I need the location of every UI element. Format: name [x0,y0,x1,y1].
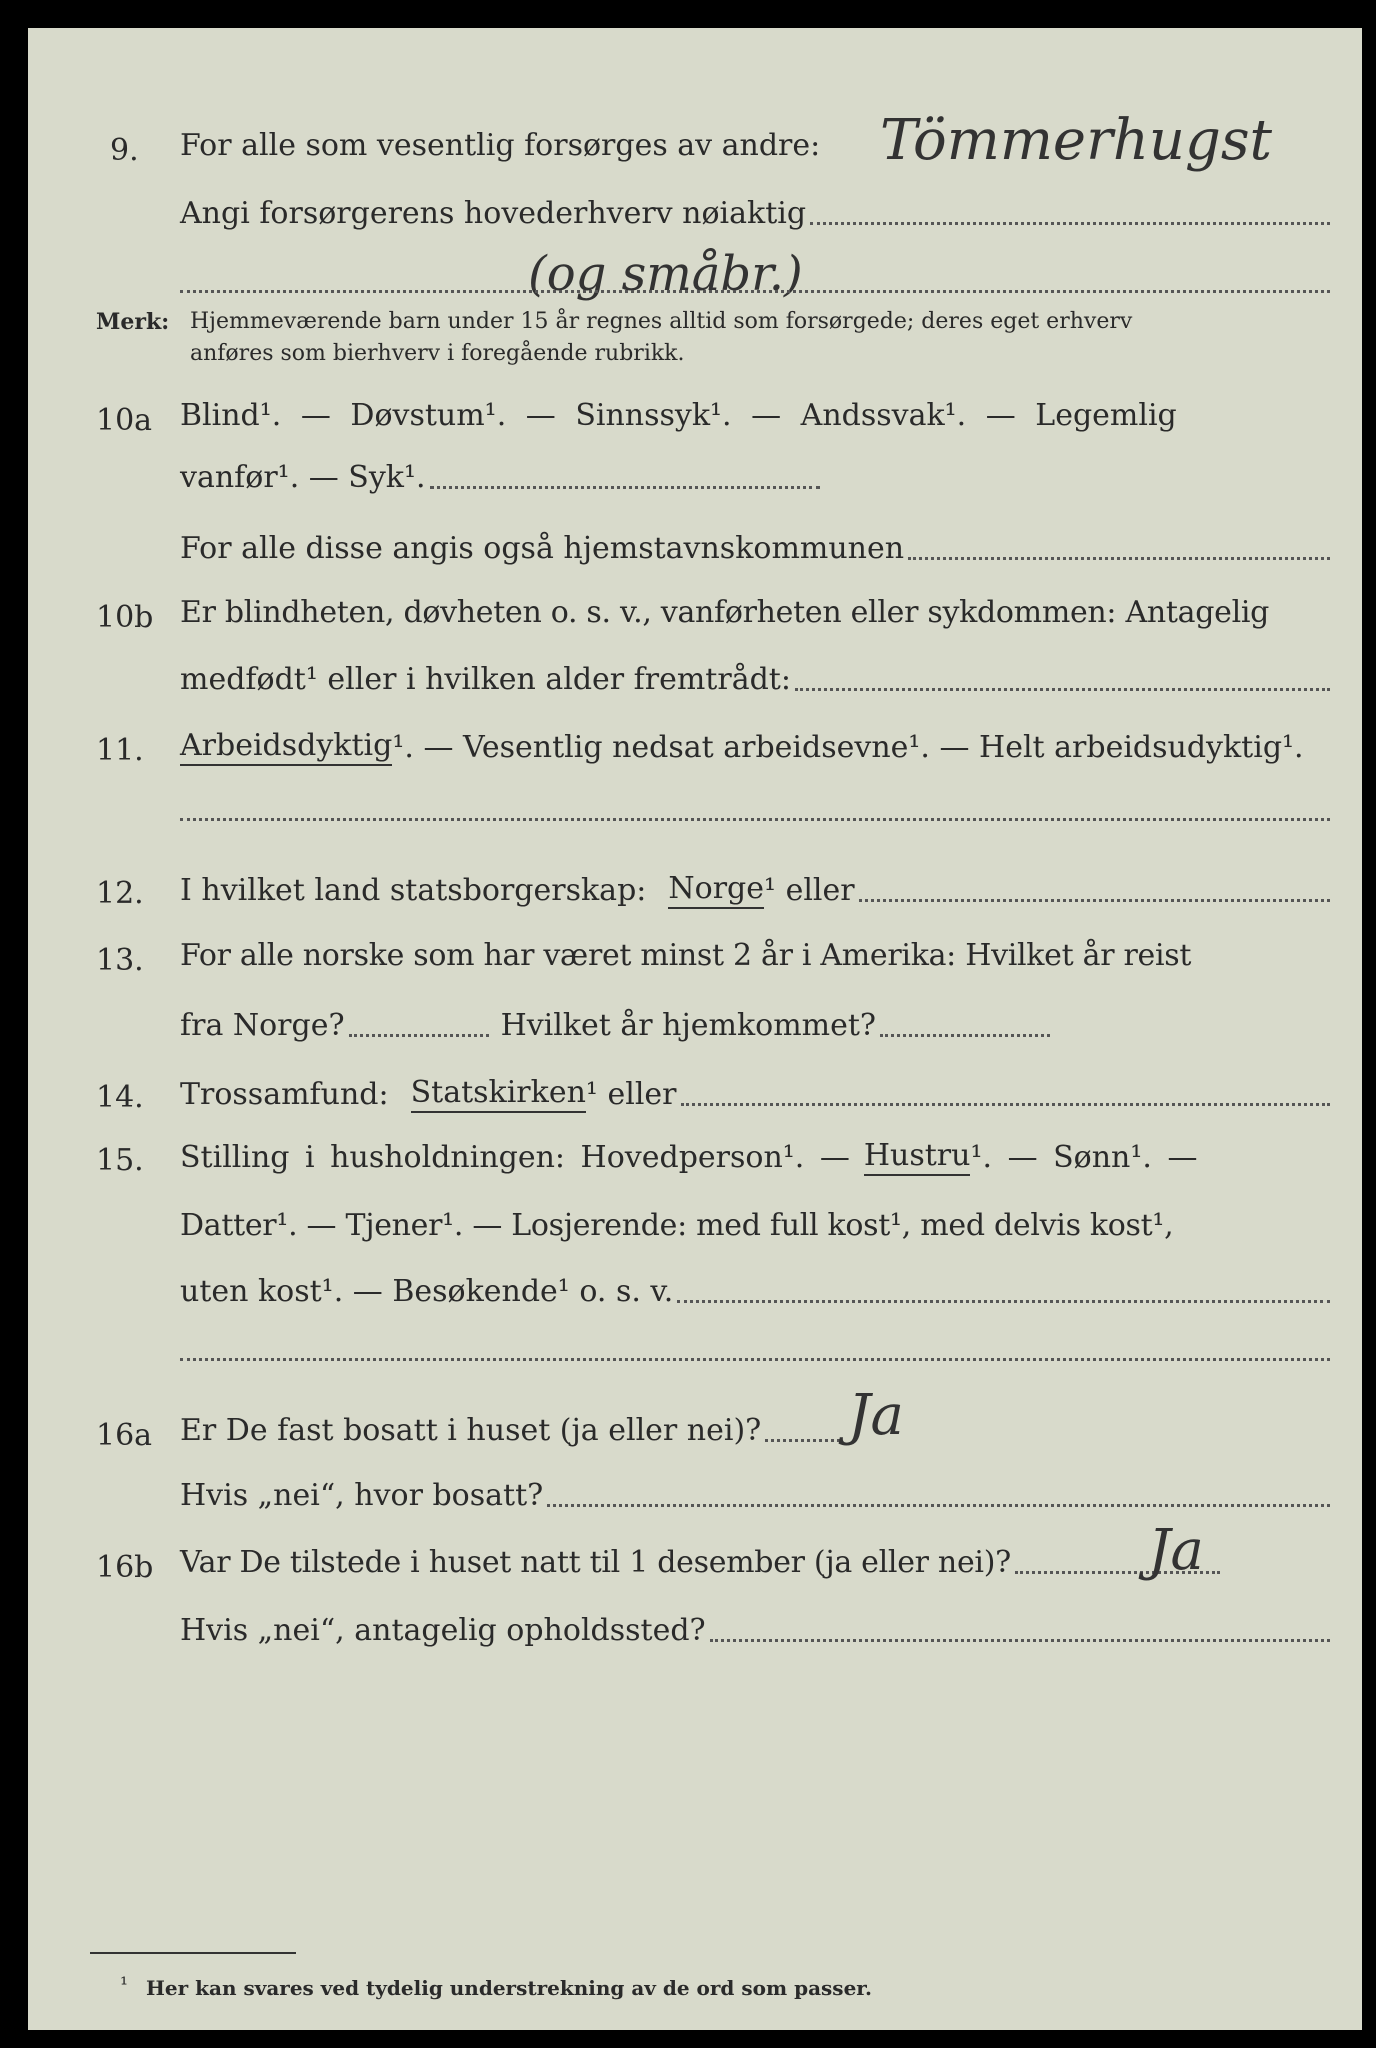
q10b-answer-line [795,688,1330,691]
q9-continuation-line [180,290,1330,293]
footnote-rule [90,1952,296,1954]
q16b-number: 16b [96,1550,154,1585]
q9-answer-line [810,222,1330,225]
q10b-number: 10b [96,600,154,635]
q16b-answer: Ja [1148,1518,1204,1583]
q16a-line1: Er De fast bosatt i huset (ja eller nei)? [180,1413,762,1448]
q16a-number: 16a [96,1418,153,1453]
q13-number: 13. [96,943,144,978]
q16a-answer: Ja [848,1383,904,1448]
q15-option-hustru: Hustru [864,1138,971,1176]
q12-post: ¹ eller [764,873,855,908]
q13-hjemkommet-label: Hvilket år hjemkommet? [500,1008,877,1043]
q11-answer-line [180,818,1330,821]
q10a-line2: vanfør¹. — Syk¹. [180,460,426,495]
q11-rest: ¹. — Vesentlig nedsat arbeidsevne¹. — Helt arbeidsudyktig¹. [392,730,1304,765]
q14-option-statskirken: Statskirken [411,1075,586,1113]
q9-answer-1: Tömmerhugst [880,108,1273,173]
q13-reist-label: fra Norge? [180,1008,345,1043]
q16a-line2: Hvis „nei“, hvor bosatt? [180,1478,544,1513]
q10a-number: 10a [96,403,153,438]
q15-continuation-line [180,1358,1330,1361]
q12-answer-line [859,899,1330,902]
q15-line2: Datter¹. — Tjener¹. — Losjerende: med full kost¹, med delvis kost¹, [180,1208,1174,1243]
q14-number: 14. [96,1080,144,1115]
q16b-line2: Hvis „nei“, antagelig opholdssted? [180,1613,706,1648]
q11-option-arbeidsdyktig: Arbeidsdyktig [180,728,392,766]
q14-post: ¹ eller [585,1077,677,1112]
q13-line1: For alle norske som har været minst 2 år i Amerika: Hvilket år reist [180,938,1192,973]
q15-number: 15. [96,1143,144,1178]
q12-number: 12. [96,876,144,911]
q16a-answer-line [765,1439,840,1442]
merk-line2: anføres som bierhverv i foregående rubrikk. [190,341,685,366]
q10a-answer-line [430,486,820,489]
q13-hjemkommet-line [880,1034,1050,1037]
q13-reist-line [349,1034,489,1037]
q9-line2: Angi forsørgerens hovederhverv nøiaktig [180,196,807,231]
footnote-mark: ¹ [120,1972,129,1996]
q16b-opholdssted-line [710,1639,1330,1642]
merk-line1: Hjemmeværende barn under 15 år regnes alltid som forsørgede; deres eget erhverv [190,309,1133,334]
q9-answer-2: (og småbr.) [528,246,803,302]
q10a-hometown-line [908,557,1330,560]
q16a-bosatt-line [547,1504,1330,1507]
footnote-text: Her kan svares ved tydelig understrekning av de ord som passer. [146,1976,872,2000]
merk-label: Merk: [96,309,170,335]
q15-line3: uten kost¹. — Besøkende¹ o. s. v. [180,1274,674,1309]
census-form-page [28,28,1362,2030]
q15-line1-a: Stilling i husholdningen: Hovedperson¹. — [180,1140,850,1175]
q12-option-norge: Norge [668,871,764,909]
q16b-line1: Var De tilstede i huset natt til 1 desember (ja eller nei)? [180,1545,1011,1580]
q15-answer-line [677,1300,1330,1303]
q12-text: I hvilket land statsborgerskap: [180,873,647,908]
q9-number: 9. [110,133,139,168]
q14-answer-line [681,1103,1330,1106]
q11-number: 11. [96,733,144,768]
q10b-line1: Er blindheten, døvheten o. s. v., vanførheten eller sykdommen: Antagelig [180,595,1270,630]
q10a-line3: For alle disse angis også hjemstavnskommunen [180,531,905,566]
q10a-line1: Blind¹. — Døvstum¹. — Sinnssyk¹. — Andssvak¹. — Legemlig [180,398,1177,433]
q15-line1-b: ¹. — Sønn¹. — [970,1140,1198,1175]
q9-line1: For alle som vesentlig forsørges av andre: [180,128,821,163]
q14-text: Trossamfund: [180,1077,389,1112]
q10b-line2: medfødt¹ eller i hvilken alder fremtrådt: [180,662,791,697]
